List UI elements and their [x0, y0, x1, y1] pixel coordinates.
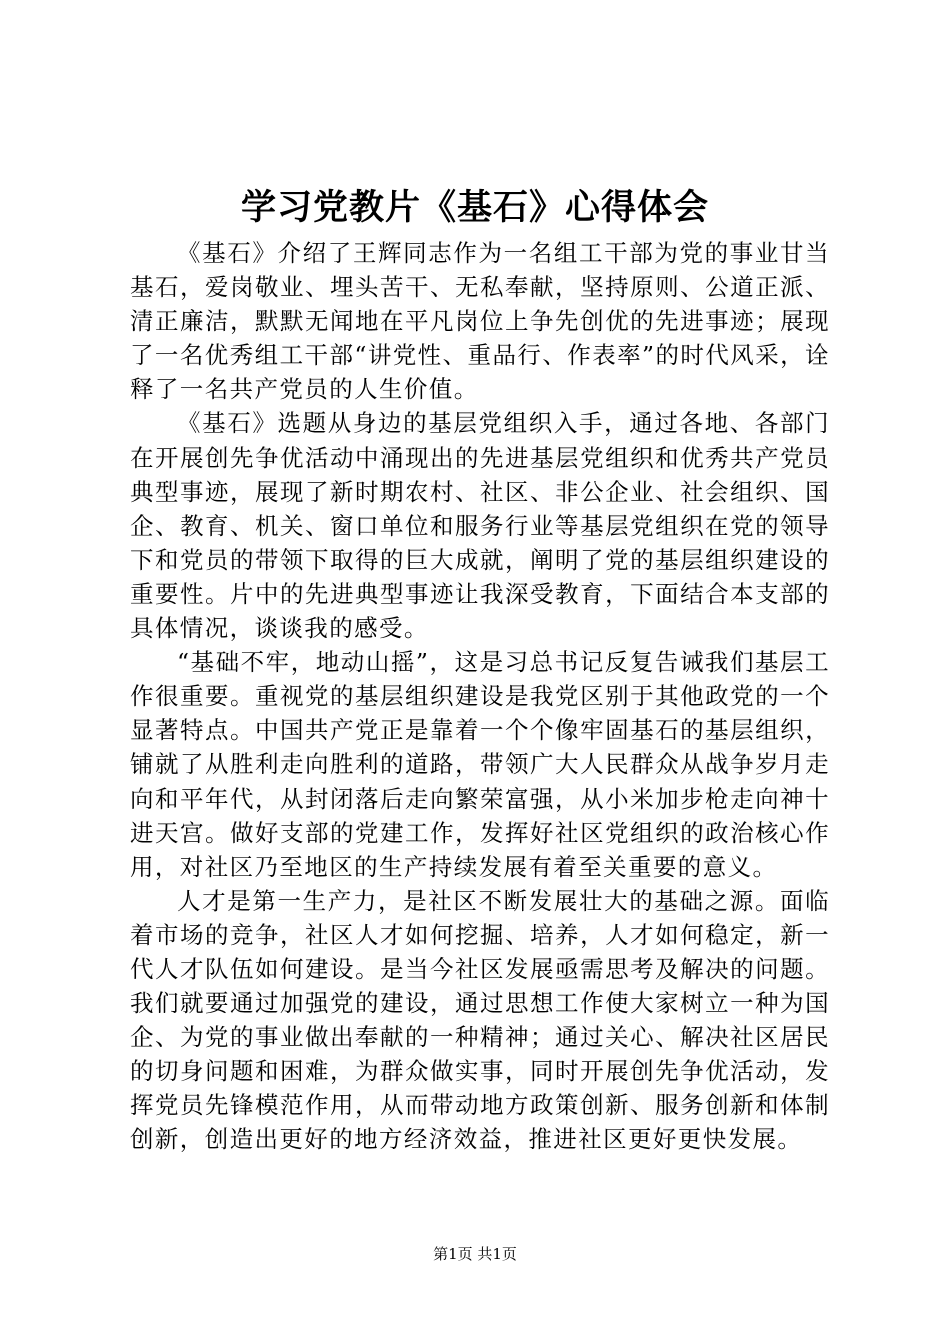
- page-footer: 第1页 共1页: [433, 1245, 517, 1263]
- document-title: 学习党教片《基石》心得体会: [240, 187, 709, 228]
- paragraph-2: 《基石》选题从身边的基层党组织入手，通过各地、各部门在开展创先争优活动中涌现出的先进基层党组织和优秀共产党员典型事迹，展现了新时期农村、社区、非公企业、社会组织、国企、教育、机关、窗口单位和服务行业等基层党组织在党的领导下和党员的带领下取得的巨大成就，阐明了党的基层组织建设的重要性。片中的先进典型事迹让我深受教育，下面结合本支部的具体情况，谈谈我的感受。: [130, 409, 830, 643]
- paragraph-3: “基础不牢，地动山摇”，这是习总书记反复告诫我们基层工作很重要。重视党的基层组织建设是我党区别于其他政党的一个显著特点。中国共产党正是靠着一个个像牢固基石的基层组织，铺就了从胜利走向胜利的道路，带领广大人民群众从战争岁月走向和平年代，从封闭落后走向繁荣富强，从小米加步枪走向神十进天宫。做好支部的党建工作，发挥好社区党组织的政治核心作用，对社区乃至地区的生产持续发展有着至关重要的意义。: [130, 648, 830, 881]
- document-body: [130, 236, 830, 1157]
- paragraph-1: 《基石》介绍了王辉同志作为一名组工干部为党的事业甘当基石，爱岗敬业、埋头苦干、无私奉献，坚持原则、公道正派、清正廉洁，默默无闻地在平凡岗位上争先创优的先进事迹；展现了一名优秀组工干部“讲党性、重品行、作表率”的时代风采，诠释了一名共产党员的人生价值。: [130, 239, 830, 404]
- paragraph-4: 人才是第一生产力，是社区不断发展壮大的基础之源。面临着市场的竞争，社区人才如何挖掘、培养，人才如何稳定，新一代人才队伍如何建设。是当今社区发展亟需思考及解决的问题。我们就要通过加强党的建设，通过思想工作使大家树立一种为国企、为党的事业做出奉献的一种精神；通过关心、解决社区居民的切身问题和困难，为群众做实事，同时开展创先争优活动，发挥党员先锋模范作用，从而带动地方政策创新、服务创新和体制创新，创造出更好的地方经济效益，推进社区更好更快发展。: [130, 886, 830, 1154]
